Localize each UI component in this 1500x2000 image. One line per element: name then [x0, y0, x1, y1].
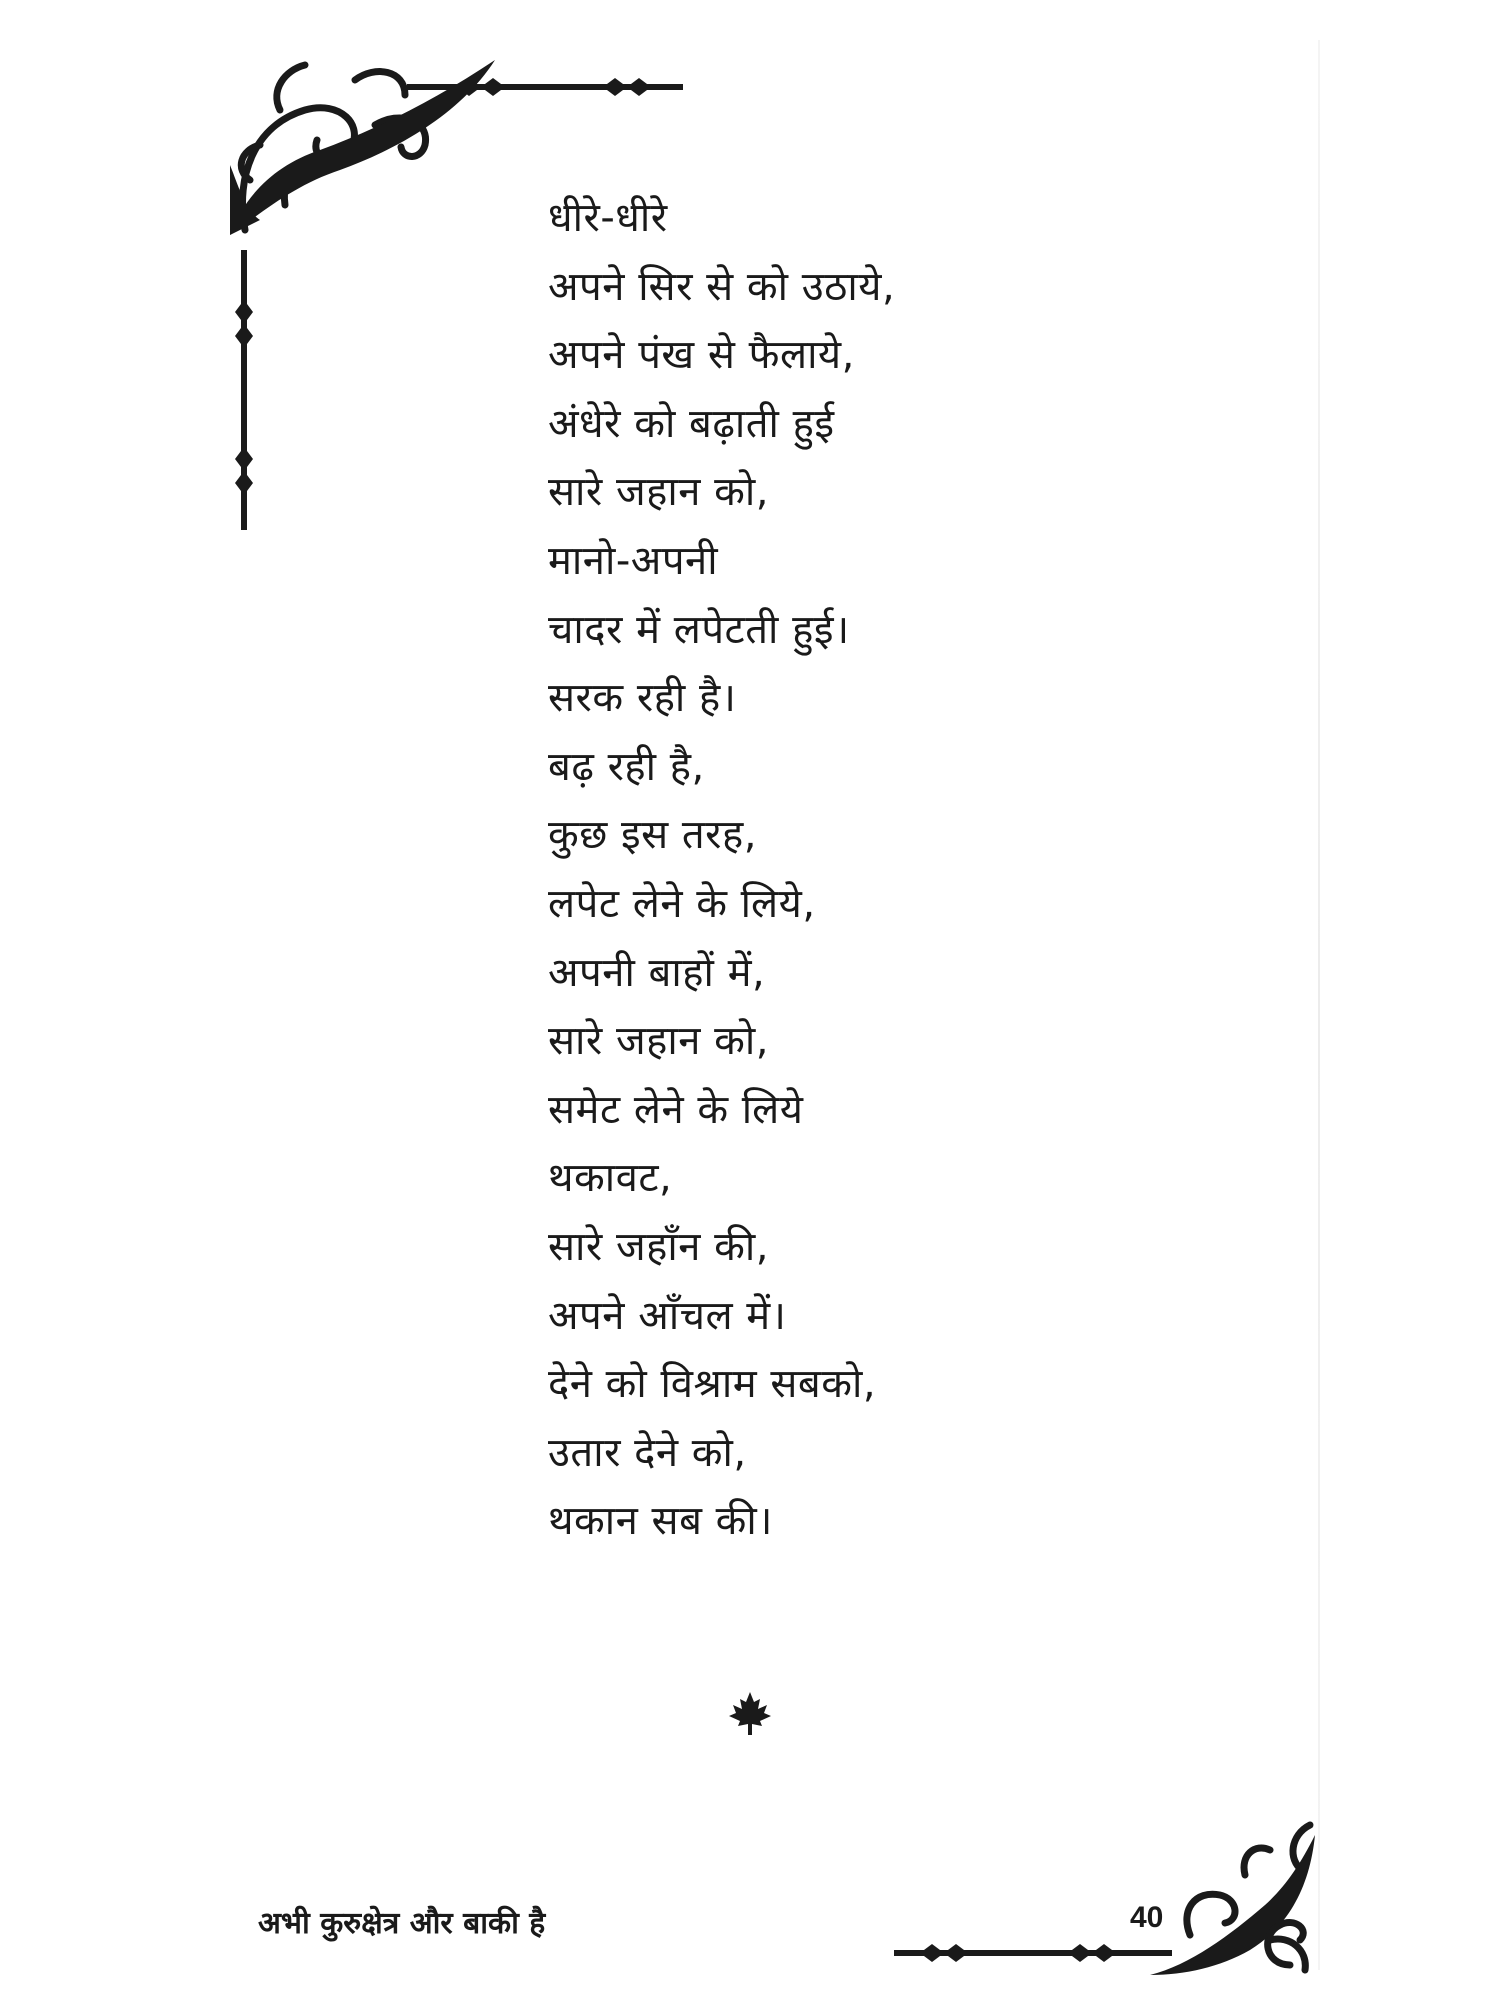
poem-line: थकान सब की। — [548, 1498, 773, 1545]
poem-line: कुछ इस तरह, — [548, 812, 757, 859]
poem-line: देने को विश्राम सबको, — [548, 1361, 877, 1408]
poem-line: मानो-अपनी — [548, 537, 719, 584]
page-edge-shadow — [1318, 40, 1320, 1970]
page-number: 40 — [1130, 1901, 1164, 1934]
poem-line: अंधेरे को बढ़ाती हुई — [548, 400, 835, 447]
poem-line: बढ़ रही है, — [548, 743, 705, 790]
poem-line: अपने पंख से फैलाये, — [548, 332, 855, 379]
poem-line: अपने सिर से को उठाये, — [548, 263, 896, 310]
poem-line: सारे जहान को, — [548, 1018, 769, 1065]
poem — [548, 184, 1268, 1556]
poem-line: सरक रही है। — [548, 675, 737, 722]
poem-line: धीरे-धीरे — [548, 195, 668, 241]
poem-line: अपने आँचल में। — [548, 1292, 787, 1339]
poem-line: अपनी बाहों में, — [548, 949, 766, 996]
bottom-right-ornament-icon — [890, 1815, 1320, 1985]
maple-leaf-icon — [727, 1690, 773, 1736]
poem-line: लपेट लेने के लिये, — [548, 880, 816, 927]
poem-line: चादर में लपेटती हुई। — [548, 606, 850, 653]
poem-line: थकावट, — [548, 1155, 673, 1202]
poem-line: सारे जहान को, — [548, 469, 769, 516]
footer-book-title: अभी कुरुक्षेत्र और बाकी है — [258, 1906, 546, 1941]
poem-line: उतार देने को, — [548, 1429, 747, 1476]
poem-line: समेट लेने के लिये — [548, 1086, 804, 1133]
poem-line: सारे जहाँन की, — [548, 1223, 769, 1270]
